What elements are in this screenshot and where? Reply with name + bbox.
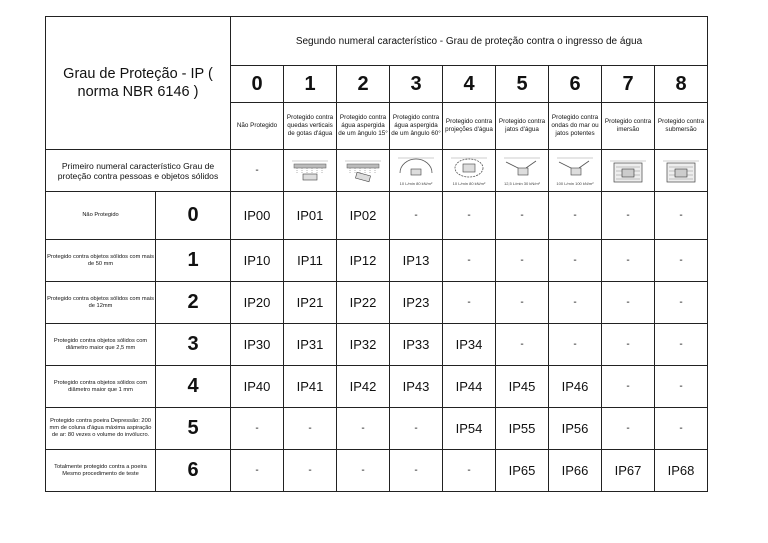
second-numeral-desc-7: Protegido contra imersão <box>602 103 655 150</box>
ip-code-cell: - <box>337 450 390 492</box>
ip-code-cell: IP65 <box>496 450 549 492</box>
ip-protection-table <box>45 16 708 492</box>
ip-code-cell: IP43 <box>390 366 443 408</box>
ip-code-cell: - <box>496 192 549 240</box>
first-numeral-desc: Não Protegido <box>46 192 156 240</box>
ip-code-cell: - <box>655 192 708 240</box>
ip-code-cell: IP68 <box>655 450 708 492</box>
ip-code-cell: IP45 <box>496 366 549 408</box>
ip-code-cell: IP12 <box>337 240 390 282</box>
test-illustration-caption-4: 10 L/min 80 kN/m² <box>452 181 486 186</box>
test-illustration-7 <box>602 150 655 192</box>
ip-code-cell: IP01 <box>284 192 337 240</box>
ip-code-cell: - <box>602 240 655 282</box>
test-illustration-4 <box>443 150 496 192</box>
second-numeral-desc-0: Não Protegido <box>231 103 284 150</box>
ip-code-cell: - <box>443 240 496 282</box>
second-numeral-desc-2: Protegido contra água aspergida de um ângulo 15° <box>337 103 390 150</box>
test-illustration-6 <box>549 150 602 192</box>
ip-code-cell: - <box>549 324 602 366</box>
test-illustration-3 <box>390 150 443 192</box>
ip-code-cell: - <box>602 282 655 324</box>
table-row <box>46 192 708 240</box>
first-numeral: 5 <box>156 408 231 450</box>
ip-code-cell: - <box>443 450 496 492</box>
immersion-test-icon <box>606 158 650 184</box>
ip-code-cell: IP11 <box>284 240 337 282</box>
ip-code-cell: - <box>549 240 602 282</box>
second-numeral-1: 1 <box>284 66 337 103</box>
ip-code-cell: IP30 <box>231 324 284 366</box>
ip-code-cell: - <box>655 240 708 282</box>
ip-code-cell: IP41 <box>284 366 337 408</box>
ip-code-cell: IP66 <box>549 450 602 492</box>
second-numeral-desc-1: Protegido contra quedas verticais de gotas d'água <box>284 103 337 150</box>
ip-code-cell: IP02 <box>337 192 390 240</box>
first-numeral-caption: Primeiro numeral característico Grau de proteção contra pessoas e objetos sólidos <box>46 150 231 192</box>
second-numeral-desc-4: Protegido contra projeções d'água <box>443 103 496 150</box>
ip-code-cell: - <box>284 408 337 450</box>
first-numeral-desc: Protegido contra objetos sólidos com diâmetro maior que 2,5 mm <box>46 324 156 366</box>
ip-code-cell: IP23 <box>390 282 443 324</box>
second-numeral-desc-8: Protegido contra submersão <box>655 103 708 150</box>
ip-code-cell: - <box>496 282 549 324</box>
test-illustration-caption-5: 12,5 L/min 30 kN/m² <box>503 181 540 186</box>
ip-code-cell: - <box>655 324 708 366</box>
vertical-drip-test-icon <box>288 158 332 184</box>
first-numeral: 2 <box>156 282 231 324</box>
ip-code-cell: - <box>496 324 549 366</box>
first-numeral-desc: Protegido contra objetos sólidos com mais de 50 mm <box>46 240 156 282</box>
ip-code-cell: - <box>655 366 708 408</box>
second-numeral-desc-6: Protegido contra ondas do mar ou jatos potentes <box>549 103 602 150</box>
spray-arc-test-icon <box>394 155 438 181</box>
table-row <box>46 366 708 408</box>
ip-code-cell: - <box>284 450 337 492</box>
first-numeral: 1 <box>156 240 231 282</box>
ip-code-cell: IP55 <box>496 408 549 450</box>
second-numeral-4: 4 <box>443 66 496 103</box>
ip-code-cell: - <box>602 366 655 408</box>
test-illustration-caption-6: 100 L/min 100 kN/m² <box>556 181 594 186</box>
second-numeral-7: 7 <box>602 66 655 103</box>
ip-code-cell: IP33 <box>390 324 443 366</box>
second-numeral-desc-5: Protegido contra jatos d'água <box>496 103 549 150</box>
first-numeral-desc: Protegido contra objetos sólidos com mais de 12mm <box>46 282 156 324</box>
ip-code-cell: - <box>231 450 284 492</box>
table-row <box>46 324 708 366</box>
first-header-value: - <box>231 150 284 192</box>
test-illustration-row <box>46 150 708 192</box>
first-numeral-desc: Totalmente protegido contra a poeira Mesmo procedimento de teste <box>46 450 156 492</box>
ip-code-cell: IP46 <box>549 366 602 408</box>
second-numeral-0: 0 <box>231 66 284 103</box>
first-numeral-desc: Protegido contra poeira Depressão: 200 mm de coluna d'água máxima aspiração de ar: 80 vezes o volume do invólucro. <box>46 408 156 450</box>
powerful-jet-test-icon <box>553 155 597 181</box>
ip-code-cell: - <box>390 192 443 240</box>
second-numeral-caption: Segundo numeral característico - Grau de proteção contra o ingresso de água <box>231 17 708 66</box>
table-row <box>46 450 708 492</box>
ip-code-cell: IP34 <box>443 324 496 366</box>
ip-code-cell: IP00 <box>231 192 284 240</box>
first-numeral-desc: Protegido contra objetos sólidos com diâmetro maior que 1 mm <box>46 366 156 408</box>
ip-code-cell: IP54 <box>443 408 496 450</box>
test-illustration-caption-3: 10 L/min 80 kN/m² <box>399 181 433 186</box>
ip-code-cell: - <box>549 192 602 240</box>
test-illustration-2 <box>337 150 390 192</box>
ip-code-cell: - <box>602 192 655 240</box>
water-jet-test-icon <box>500 155 544 181</box>
table-body <box>46 17 708 492</box>
second-numeral-desc-3: Protegido contra água aspergida de um ângulo 60° <box>390 103 443 150</box>
submersion-test-icon <box>659 158 703 184</box>
test-illustration-5 <box>496 150 549 192</box>
ip-code-cell: IP13 <box>390 240 443 282</box>
first-numeral: 0 <box>156 192 231 240</box>
ip-code-cell: IP10 <box>231 240 284 282</box>
ip-code-cell: - <box>549 282 602 324</box>
ip-code-cell: - <box>443 282 496 324</box>
test-illustration-8 <box>655 150 708 192</box>
splash-test-icon <box>447 155 491 181</box>
ip-code-cell: IP67 <box>602 450 655 492</box>
first-numeral: 6 <box>156 450 231 492</box>
ip-code-cell: - <box>443 192 496 240</box>
ip-code-cell: IP40 <box>231 366 284 408</box>
second-numeral-2: 2 <box>337 66 390 103</box>
ip-code-cell: IP44 <box>443 366 496 408</box>
table-row <box>46 408 708 450</box>
ip-code-cell: - <box>390 408 443 450</box>
test-illustration-1 <box>284 150 337 192</box>
ip-code-cell: IP31 <box>284 324 337 366</box>
ip-code-cell: - <box>231 408 284 450</box>
ip-code-cell: IP22 <box>337 282 390 324</box>
ip-code-cell: - <box>496 240 549 282</box>
tilted-drip-test-icon <box>341 158 385 184</box>
ip-code-cell: IP21 <box>284 282 337 324</box>
ip-code-cell: IP56 <box>549 408 602 450</box>
second-numeral-6: 6 <box>549 66 602 103</box>
ip-code-cell: IP20 <box>231 282 284 324</box>
second-numeral-5: 5 <box>496 66 549 103</box>
ip-code-cell: IP42 <box>337 366 390 408</box>
first-numeral: 4 <box>156 366 231 408</box>
ip-code-cell: - <box>337 408 390 450</box>
ip-code-cell: - <box>390 450 443 492</box>
table-row <box>46 240 708 282</box>
ip-code-cell: - <box>602 408 655 450</box>
ip-code-cell: - <box>655 282 708 324</box>
second-numeral-3: 3 <box>390 66 443 103</box>
ip-code-cell: - <box>602 324 655 366</box>
table-row <box>46 282 708 324</box>
second-numeral-8: 8 <box>655 66 708 103</box>
first-numeral: 3 <box>156 324 231 366</box>
ip-code-cell: - <box>655 408 708 450</box>
table-title: Grau de Proteção - IP ( norma NBR 6146 ) <box>46 17 231 150</box>
ip-code-cell: IP32 <box>337 324 390 366</box>
